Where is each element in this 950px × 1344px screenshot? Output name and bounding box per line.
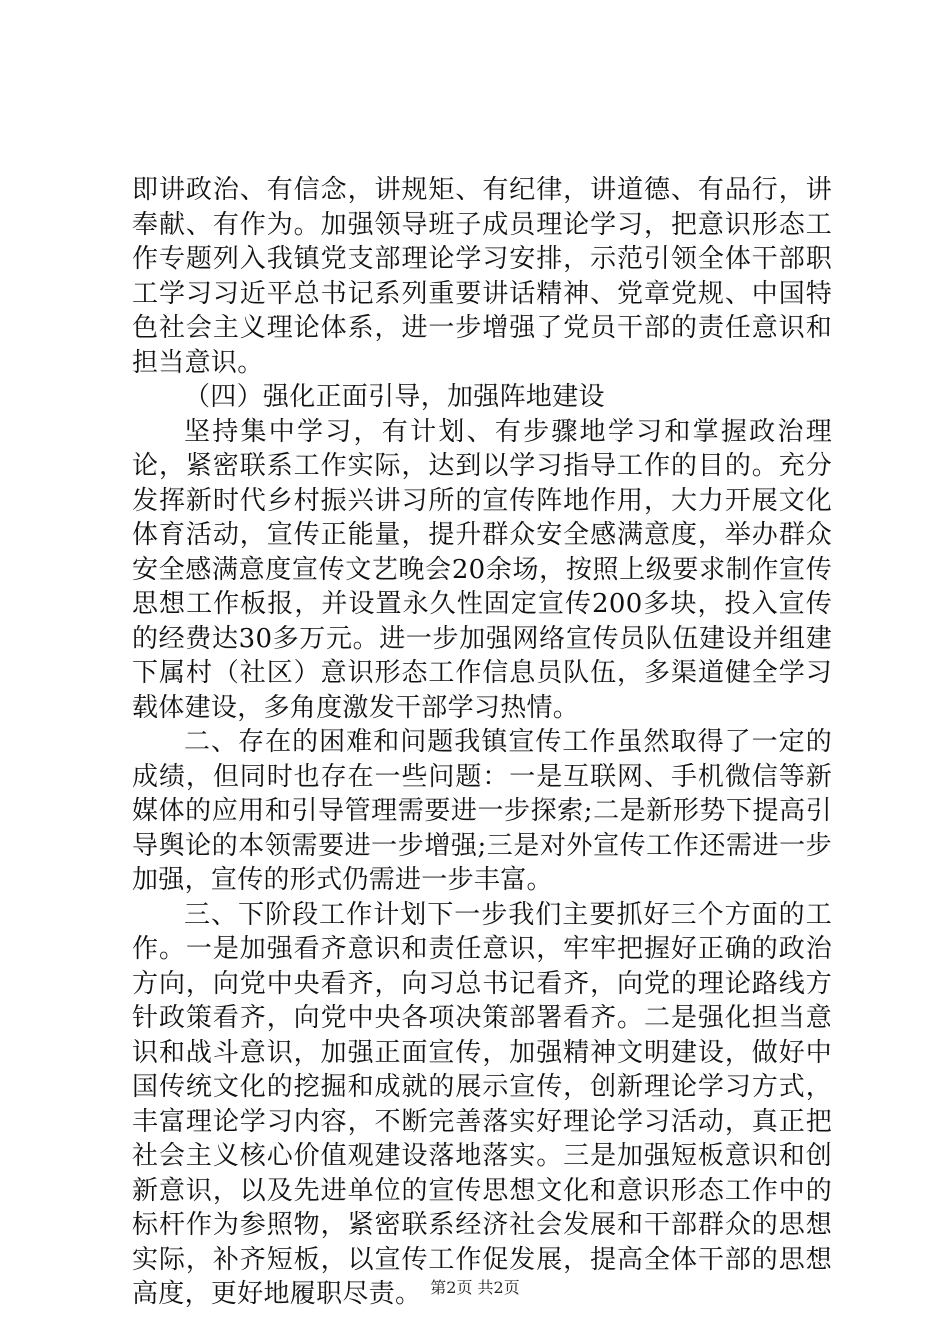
paragraph-plan: 三、下阶段工作计划下一步我们主要抓好三个方面的工作。一是加强看齐意识和责任意识，牢牢把握好正确的政治方向，向党中央看齐，向习总书记看齐，向党的理论路线方针政策看齐，向党中央各项决策部署看齐。二是强化担当意识和战斗意识，加强正面宣传，加强精神文明建设，做好中国传统文化的挖掘和成就的展示宣传，创新理论学习方式，丰富理论学习内容，不断完善落实好理论学习活动，真正把社会主义核心价值观建设落地落实。三是加强短板意识和创新意识，以及先进单位的宣传思想文化和意识形态工作中的标杆作为参照物，紧密联系经济社会发展和干部群众的思想实际，补齐短板，以宣传工作促发展，提高全体干部的思想高度，更好地履职尽责。 <box>132 899 832 1309</box>
document-body <box>132 173 832 1312</box>
section-heading-four: （四）强化正面引导，加强阵地建设 <box>184 382 605 412</box>
paragraph-problems: 二、存在的困难和问题我镇宣传工作虽然取得了一定的成绩，但同时也存在一些问题：一是互联网、手机微信等新媒体的应用和引导管理需要进一步探索;二是新形势下提高引导舆论的本领需要进一步增强;三是对外宣传工作还需进一步加强，宣传的形式仍需进一步丰富。 <box>132 727 832 895</box>
paragraph-continuation: 即讲政治、有信念，讲规矩、有纪律，讲道德、有品行，讲奉献、有作为。加强领导班子成员理论学习，把意识形态工作专题列入我镇党支部理论学习安排，示范引领全体干部职工学习习近平总书记系列重要讲话精神、党章党规、中国特色社会主义理论体系，进一步增强了党员干部的责任意识和担当意识。 <box>132 175 832 378</box>
page-footer: 第2页 共2页 <box>430 1278 520 1297</box>
paragraph-study: 坚持集中学习，有计划、有步骤地学习和掌握政治理论，紧密联系工作实际，达到以学习指导工作的目的。充分发挥新时代乡村振兴讲习所的宣传阵地作用，大力开展文化体育活动，宣传正能量，提升群众安全感满意度，举办群众安全感满意度宣传文艺晚会20余场，按照上级要求制作宣传思想工作板报，并设置永久性固定宣传200多块，投入宣传的经费达30多万元。进一步加强网络宣传员队伍建设并组建下属村（社区）意识形态工作信息员队伍，多渠道健全学习载体建设，多角度激发干部学习热情。 <box>132 416 832 723</box>
